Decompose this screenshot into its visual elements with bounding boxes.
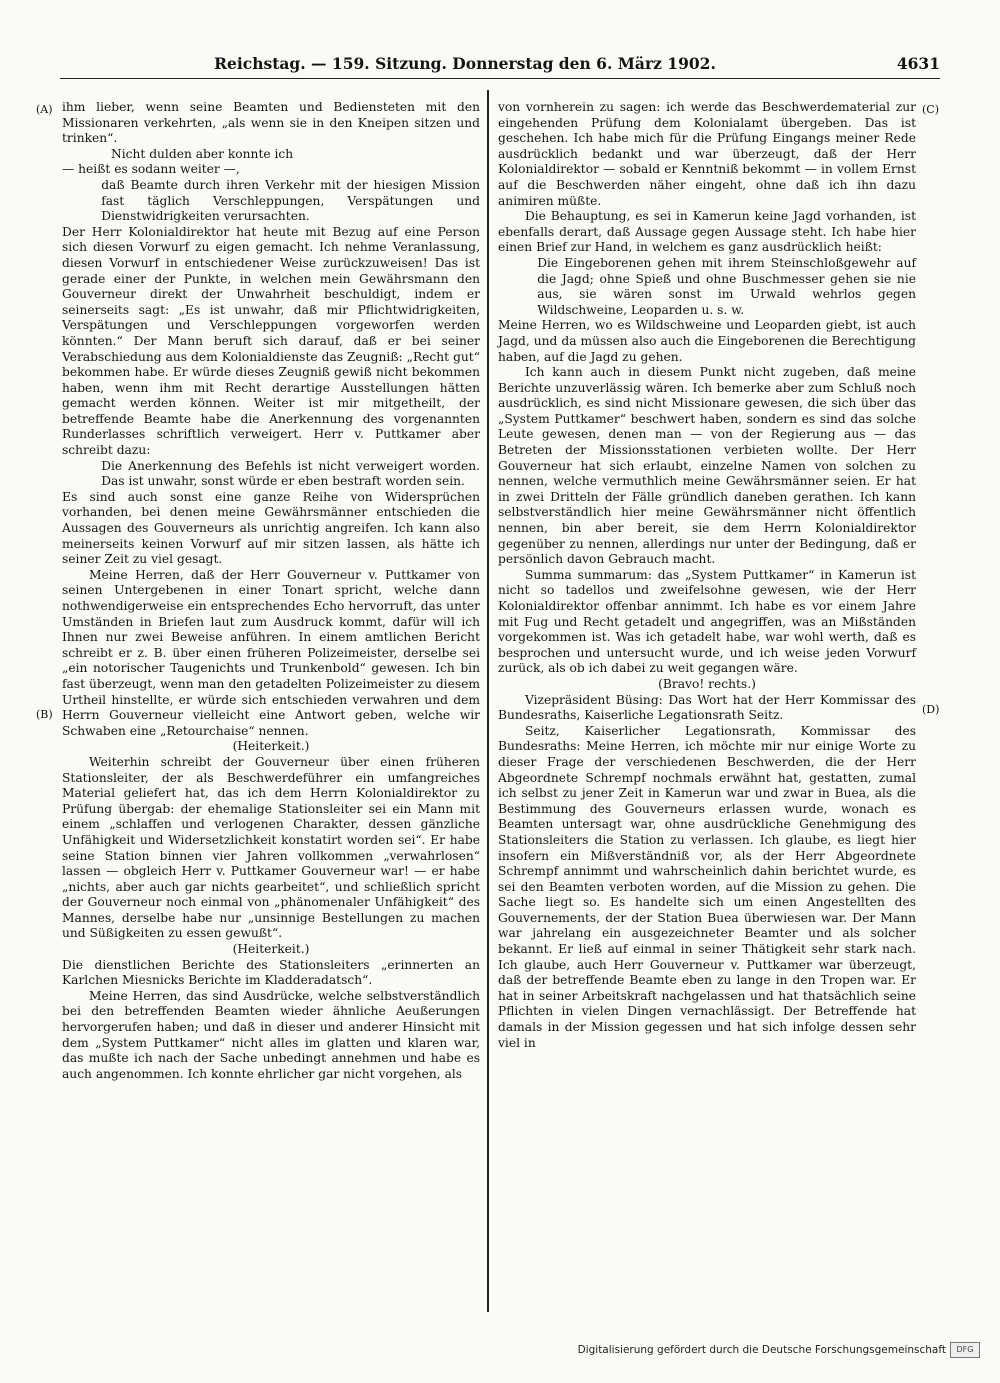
paragraph: Die dienstlichen Berichte des Stationsleiters „erinnerten an Karlchen Miesnicks Berichte im Kladderadatsch“. (62, 957, 480, 988)
column-divider (487, 90, 489, 1312)
block-quote: Die Anerkennung des Befehls ist nicht verweigert worden. Das ist unwahr, sonst würde er eben bestraft worden sein. (101, 458, 480, 489)
margin-marker-b: (B) (36, 708, 53, 721)
block-quote: daß Beamte durch ihren Verkehr mit der hiesigen Mission fast täglich Verschleppungen, Verspätungen und Dienstwidrigkeiten verursachten. (101, 177, 480, 224)
interjection: (Heiterkeit.) (232, 942, 310, 957)
paragraph: Es sind auch sonst eine ganze Reihe von Widersprüchen vorhanden, bei denen meine Gewährsmänner entschieden die Aussagen des Gouverneurs als unrichtig angreifen. Ich kann also meinerseits keinen Vorwurf auf mir sitzen lassen, als hätte ich seiner Zeit zu viel gesagt. (62, 489, 480, 567)
paragraph: Meine Herren, daß der Herr Gouverneur v. Puttkamer von seinen Untergebenen in einer Tonart spricht, welche dann nothwendigerweise ein entsprechendes Echo hervorruft, das unter Umständen in Briefen laut zum Ausdruck kommt, dafür will ich Ihnen nur zwei Beweise anführen. In einem amtlichen Bericht schreibt er z. B. über einen früheren Polizeimeister, derselbe sei „ein notorischer Taugenichts und Trunkenbold“ gewesen. Ich bin fast überzeugt, wenn man den getadelten Polizeimeister zu diesem Urtheil hinstellte, er würde sich entschieden verwahren und dem Herrn Gouverneur vielleicht eine Antwort geben, welche wir Schwaben eine „Retourchaise“ nennen. (62, 567, 480, 738)
paragraph: Vizepräsident Büsing: Das Wort hat der Herr Kommissar des Bundesraths, Kaiserliche Legationsrath Seitz. (498, 692, 916, 723)
page-number: 4631 (896, 54, 940, 73)
dfg-logo: DFG (950, 1342, 980, 1358)
interjection: (Heiterkeit.) (232, 739, 310, 754)
paragraph: Ich kann auch in diesem Punkt nicht zugeben, daß meine Berichte unzuverlässig wären. Ich bemerke aber zum Schluß noch ausdrücklich, es sind nicht Missionare gewesen, die sich über das „System Puttkamer“ beschwert haben, sondern es sind das solche Leute gewesen, denen man — von der Regierung aus — das Betreten der Missionsstationen verbieten wollte. Der Herr Gouverneur hat sich erlaubt, einzelne Namen von solchen zu nennen, welche vermuthlich meine Gewährsmänner seien. Er hat in zwei Dritteln der Fälle gründlich daneben gerathen. Ich kann selbstverständlich hier meine Gewährsmänner nicht öffentlich nennen, bin aber bereit, sie dem Herrn Kolonialdirektor gegenüber zu nennen, allerdings nur unter der Bedingung, daß er persönlich davon Gebrauch macht. (498, 365, 916, 567)
block-quote: Die Eingeborenen gehen mit ihrem Steinschloßgewehr auf die Jagd; ohne Spieß und ohne Buschmesser gehen sie nie aus, sie wären sonst im Urwald wehrlos gegen Wildschweine, Leoparden u. s. w. (537, 255, 916, 317)
paragraph: — heißt es sodann weiter —, (62, 162, 240, 177)
left-column (62, 100, 480, 1082)
paragraph: Die Behauptung, es sei in Kamerun keine Jagd vorhanden, ist ebenfalls derart, daß Aussage gegen Aussage steht. Ich habe hier einen Brief zur Hand, in welchem es ganz ausdrücklich heißt: (498, 209, 916, 255)
paragraph: Seitz, Kaiserlicher Legationsrath, Kommissar des Bundesraths: Meine Herren, ich möchte mir nur einige Worte zu dieser Frage der verschiedenen Beschwerden, die der Herr Abgeordnete Schrempf nochmals erwähnt hat, gestatten, zumal ich selbst zu jener Zeit in Kamerun war und zwar in Buea, als die Bestimmung des Gouverneurs erlassen wurde, wonach es Beamten untersagt war, ohne ausdrückliche Genehmigung des Stationsleiters die Station zu verlassen. Ich glaube, es liegt hier insofern ein Mißverständniß vor, als der Herr Abgeordnete Schrempf annimmt und wahrscheinlich dahin berichtet wurde, es sei den Beamten verboten worden, auf die Mission zu gehen. Die Sache liegt so. Es handelte sich um einen Angestellten des Gouvernements, der der Station Buea überwiesen war. Der Mann war jahrelang ein ausgezeichneter Beamter und als solcher bekannt. Er ließ auf einmal in seiner Thätigkeit sehr stark nach. Ich glaube, auch Herr Gouverneur v. Puttkamer war überzeugt, daß der betreffende Beamte eben zu lange in den Tropen war. Er hat in seiner Arbeitskraft nachgelassen und hat thatsächlich seine Pflichten in vielen Dingen vernachlässigt. Der Betreffende hat damals in der Mission gegessen und hat sich infolge dessen sehr viel in (498, 723, 916, 1050)
paragraph: von vornherein zu sagen: ich werde das Beschwerdematerial zur eingehenden Prüfung dem Kolonialamt übergeben. Das ist geschehen. Ich habe mich für die Prüfung Eingangs meiner Rede ausdrücklich bedankt und war überzeugt, daß der Herr Kolonialdirektor — sobald er Kenntniß bekommt — in vollem Ernst auf die Beschwerden näher eingeht, ohne daß ich ihn dazu animiren müßte. (498, 100, 916, 208)
paragraph: Summa summarum: das „System Puttkamer“ in Kamerun ist nicht so tadellos und zweifelsohne gewesen, wie der Herr Kolonialdirektor offenbar annimmt. Ich habe es vor einem Jahre mit Fug und Recht getadelt und angegriffen, was an Mißständen vorgekommen ist. Was ich getadelt habe, war wohl werth, daß es besprochen und untersucht wurde, und ich weise jeden Vorwurf zurück, als ob ich dabei zu weit gegangen wäre. (498, 567, 916, 676)
margin-marker-c: (C) (922, 103, 939, 116)
paragraph: Meine Herren, wo es Wildschweine und Leoparden giebt, ist auch Jagd, und da müssen also auch die Eingeborenen die Berechtigung haben, auf die Jagd zu gehen. (498, 318, 916, 364)
paragraph: ihm lieber, wenn seine Beamten und Bediensteten mit den Missionaren verkehrten, „als wenn sie in den Kneipen sitzen und trinken“. (62, 100, 480, 146)
running-title: Reichstag. — 159. Sitzung. Donnerstag den 6. März 1902. (214, 54, 716, 73)
footer-credit: Digitalisierung gefördert durch die Deutsche Forschungsgemeinschaft (577, 1344, 946, 1356)
right-column (498, 100, 916, 1051)
paragraph: Der Herr Kolonialdirektor hat heute mit Bezug auf eine Person sich diesen Vorwurf zu eigen gemacht. Ich nehme Veranlassung, diesen Vorwurf in entschiedener Weise zurückzuweisen! Das ist gerade einer der Punkte, in welchen mein Gewährsmann den Gouverneur direkt der Unwahrheit beschuldigt, indem er seinerseits sagt: „Es ist unwahr, daß mir Pflichtwidrigkeiten, Verspätungen und Verschleppungen vorgeworfen werden könnten.“ Der Mann beruft sich darauf, daß er bei seiner Verabschiedung aus dem Kolonialdienste das Zeugniß: „Recht gut“ bekommen habe. Er würde dieses Zeugniß gewiß nicht bekommen haben, wenn ihm mit Recht derartige Ausstellungen hätten gemacht werden können. Weiter ist mir mitgetheilt, der betreffende Beamte habe die Anerkennung des vorgenannten Runderlasses schriftlich verweigert. Herr v. Puttkamer aber schreibt dazu: (62, 224, 480, 458)
footer (577, 1340, 980, 1362)
margin-marker-d: (D) (922, 703, 940, 716)
paragraph: Weiterhin schreibt der Gouverneur über einen früheren Stationsleiter, der als Beschwerdeführer ein umfangreiches Material geliefert hat, das ich dem Herrn Kolonialdirektor zu Prüfung übergab: der ehemalige Stationsleiter sei ein Mann mit einem „schlaffen und verlogenen Charakter, dessen gänzliche Unfähigkeit und Widersetzlichkeit konstatirt worden sei“. Er habe seine Station binnen vier Jahren vollkommen „verwahrlosen“ lassen — obgleich Herr v. Puttkamer Gouverneur war! — er habe „nichts, aber auch gar nichts gearbeitet“, und schließlich spricht der Gouverneur noch einmal von „phänomenaler Unfähigkeit“ des Mannes, derselbe habe nur „unsinnige Bestellungen zu machen und Süßigkeiten zu essen gewußt“. (62, 754, 480, 941)
interjection: (Bravo! rechts.) (658, 676, 756, 691)
paragraph: Meine Herren, das sind Ausdrücke, welche selbstverständlich bei den betreffenden Beamten wieder ähnliche Aeußerungen hervorgerufen haben; und daß in dieser und anderer Hinsicht mit dem „System Puttkamer“ nicht alles im glatten und klaren war, das mußte ich nach der Sache unbedingt annehmen und habe es auch angenommen. Ich konnte ehrlicher gar nicht vorgehen, als (62, 988, 480, 1081)
margin-marker-a: (A) (36, 103, 53, 116)
page-header (60, 48, 940, 79)
paragraph: Nicht dulden aber konnte ich (111, 146, 294, 161)
